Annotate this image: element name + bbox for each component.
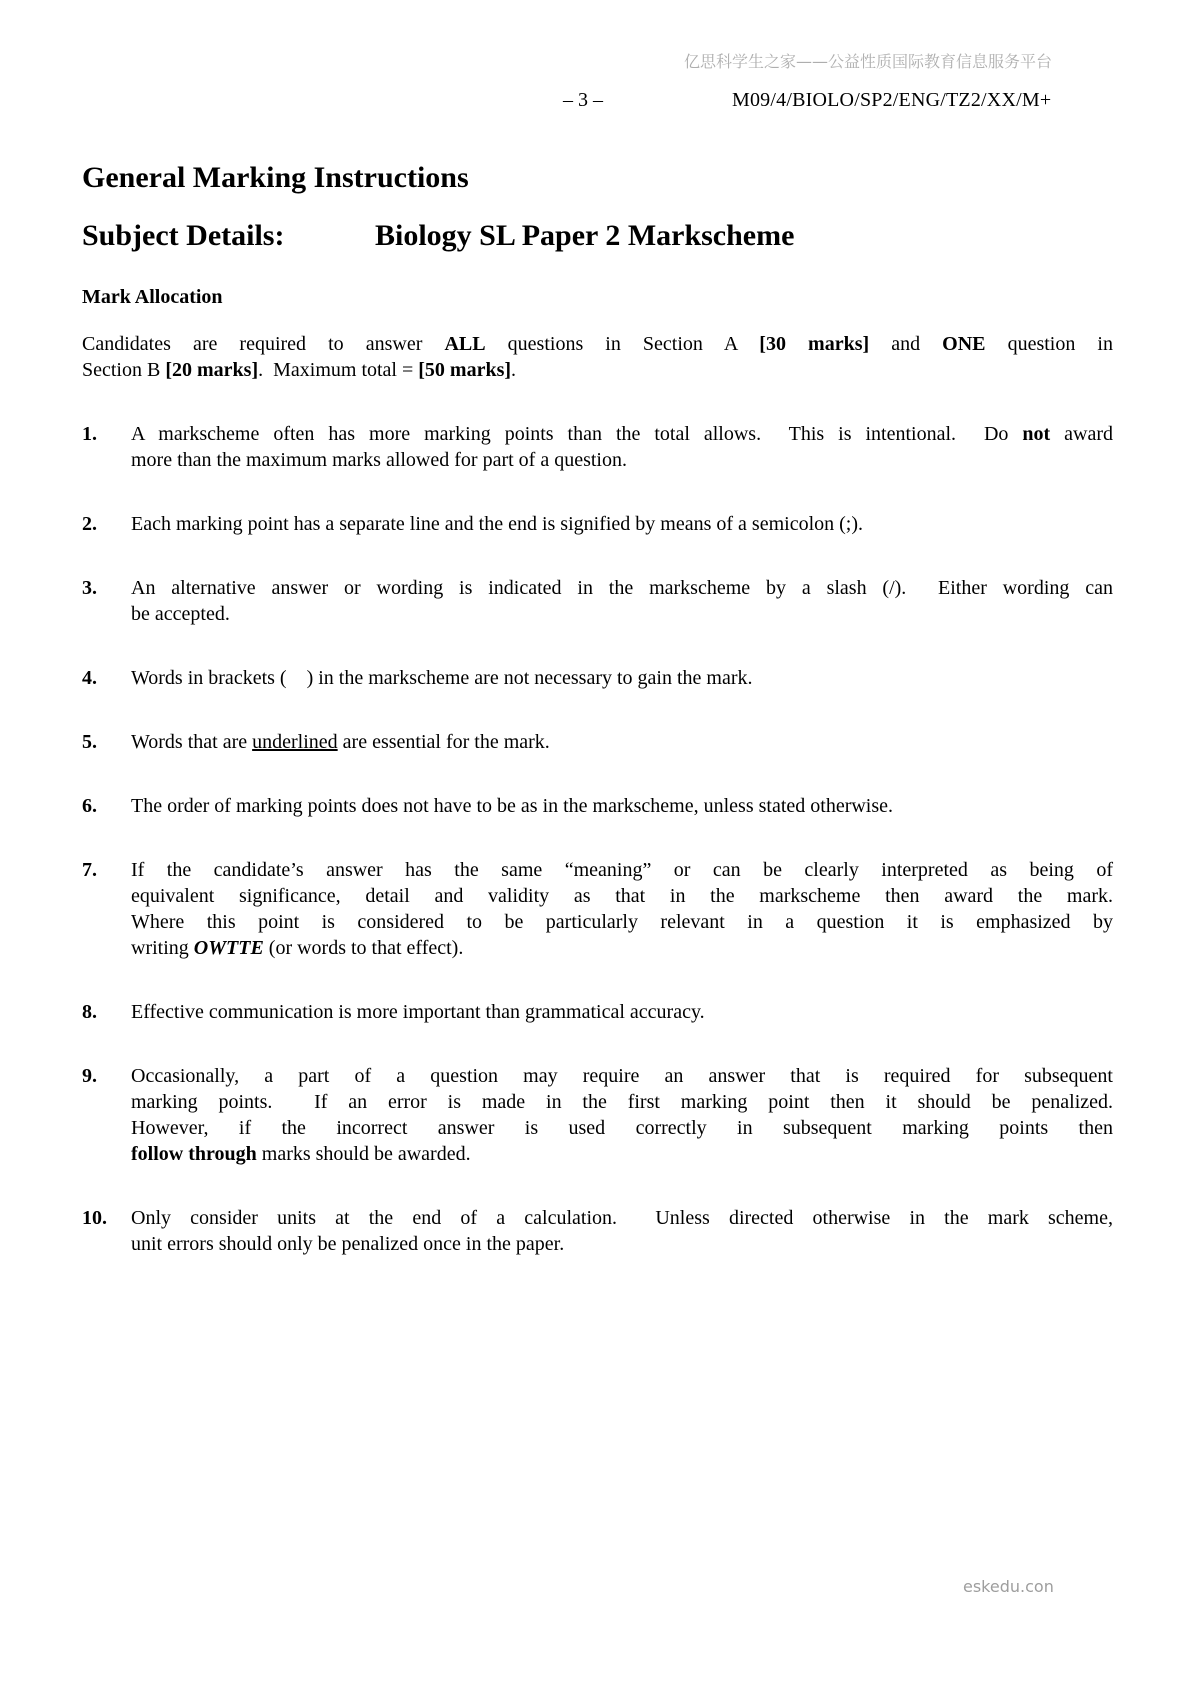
instruction-item <box>82 665 1113 691</box>
item-text <box>131 421 1113 473</box>
text-line: However, if the incorrect answer is used correctly in subsequent marking points then <box>131 1117 1113 1139</box>
item-text <box>131 575 1113 627</box>
text-line: more than the maximum marks allowed for part of a question. <box>131 449 627 471</box>
site-banner-text: 亿思科学生之家——公益性质国际教育信息服务平台 <box>684 52 1053 71</box>
watermark-text: eskedu.con <box>963 1577 1054 1596</box>
text-line: follow through marks should be awarded. <box>131 1143 471 1165</box>
text-line: writing OWTTE (or words to that effect). <box>131 937 464 959</box>
text-line: An alternative answer or wording is indicated in the markscheme by a slash (/). Either wording can <box>131 577 1113 599</box>
page-number: – 3 – <box>563 89 603 111</box>
instruction-item <box>82 729 1113 755</box>
item-number: 10. <box>82 1207 107 1229</box>
item-text <box>131 1063 1113 1167</box>
item-text <box>131 857 1113 961</box>
instruction-item <box>82 1063 1113 1167</box>
instruction-item <box>82 857 1113 961</box>
item-number: 5. <box>82 731 97 753</box>
item-text <box>131 999 1113 1025</box>
item-number: 4. <box>82 667 97 689</box>
instruction-item <box>82 793 1113 819</box>
text-line: Effective communication is more important than grammatical accuracy. <box>131 1001 705 1023</box>
item-number: 1. <box>82 423 97 445</box>
text-line: The order of marking points does not have to be as in the markscheme, unless stated otherwise. <box>131 795 894 817</box>
text-line: Each marking point has a separate line and the end is signified by means of a semicolon (;). <box>131 513 864 535</box>
item-text <box>131 665 1113 691</box>
instruction-item <box>82 421 1113 473</box>
text-line: Occasionally, a part of a question may require an answer that is required for subsequent <box>131 1065 1113 1087</box>
item-number: 7. <box>82 859 97 881</box>
text-line: unit errors should only be penalized once in the paper. <box>131 1233 565 1255</box>
paper-code: M09/4/BIOLO/SP2/ENG/TZ2/XX/M+ <box>732 89 1052 111</box>
item-number: 6. <box>82 795 97 817</box>
text-line: Candidates are required to answer ALL questions in Section A [30 marks] and ONE question in <box>82 333 1113 355</box>
item-text <box>131 729 1113 755</box>
text-line: Section B [20 marks]. Maximum total = [50 marks]. <box>82 359 517 381</box>
text-line: be accepted. <box>131 603 230 625</box>
subject-value: Biology SL Paper 2 Markscheme <box>375 219 795 252</box>
document-content <box>82 163 1113 1295</box>
instruction-item <box>82 1205 1113 1257</box>
instruction-item <box>82 511 1113 537</box>
section-heading: Mark Allocation <box>82 286 223 308</box>
item-number: 2. <box>82 513 97 535</box>
item-text <box>131 793 1113 819</box>
text-line: Words that are underlined are essential for the mark. <box>131 731 550 753</box>
item-number: 9. <box>82 1065 97 1087</box>
page-title: General Marking Instructions <box>82 161 469 194</box>
subject-details-row <box>82 221 1113 251</box>
subject-label: Subject Details: <box>82 219 285 252</box>
instruction-item <box>82 999 1113 1025</box>
text-line: equivalent significance, detail and validity as that in the markscheme then award the mark. <box>131 885 1113 907</box>
item-text <box>131 511 1113 537</box>
instruction-item <box>82 575 1113 627</box>
item-text <box>131 1205 1113 1257</box>
text-line: Words in brackets ( ) in the markscheme are not necessary to gain the mark. <box>131 667 753 689</box>
text-line: marking points. If an error is made in the first marking point then it should be penalized. <box>131 1091 1113 1113</box>
instruction-list <box>82 421 1113 1257</box>
text-line: Only consider units at the end of a calculation. Unless directed otherwise in the mark scheme, <box>131 1207 1113 1229</box>
item-number: 8. <box>82 1001 97 1023</box>
text-line: A markscheme often has more marking points than the total allows. This is intentional. Do not award <box>131 423 1113 445</box>
item-number: 3. <box>82 577 97 599</box>
text-line: If the candidate’s answer has the same “meaning” or can be clearly interpreted as being of <box>131 859 1113 881</box>
intro-paragraph <box>82 331 1113 383</box>
text-line: Where this point is considered to be particularly relevant in a question it is emphasized by <box>131 911 1113 933</box>
